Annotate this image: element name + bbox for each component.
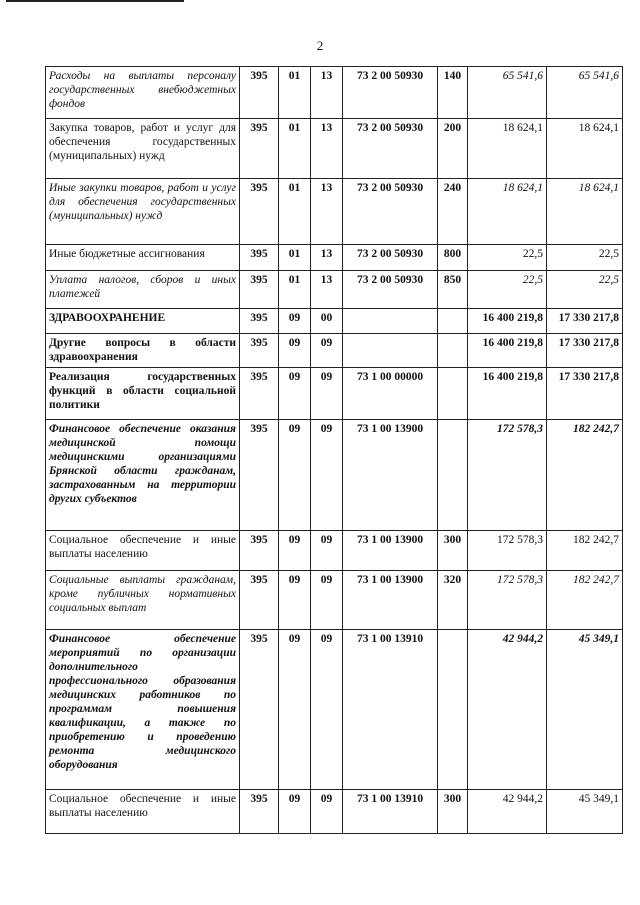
row-name-cell: Закупка товаров, работ и услуг для обеспечения государственных (муниципальных) нужд	[46, 119, 240, 179]
row-name-cell: Социальное обеспечение и иные выплаты населению	[46, 790, 240, 834]
row-subsection-code: 09	[311, 790, 343, 834]
row-target-article-code: 73 2 00 50930	[343, 67, 438, 119]
top-rule	[6, 0, 184, 2]
row-amount-year2: 45 349,1	[547, 630, 623, 790]
row-expense-type-code: 240	[438, 179, 468, 245]
row-amount-year1: 42 944,2	[468, 790, 547, 834]
row-name-cell: ЗДРАВООХРАНЕНИЕ	[46, 309, 240, 334]
row-ministry-code: 395	[240, 790, 279, 834]
table-row	[46, 368, 623, 420]
row-target-article-code	[343, 309, 438, 334]
table-row	[46, 245, 623, 271]
row-amount-year2: 45 349,1	[547, 790, 623, 834]
table-body	[46, 67, 623, 834]
row-section-code: 01	[279, 271, 311, 309]
table-row	[46, 420, 623, 531]
row-section-code: 01	[279, 245, 311, 271]
row-section-code: 01	[279, 119, 311, 179]
row-section-code: 09	[279, 420, 311, 531]
row-amount-year2: 17 330 217,8	[547, 334, 623, 368]
row-ministry-code: 395	[240, 368, 279, 420]
row-target-article-code: 73 1 00 13900	[343, 571, 438, 630]
row-amount-year1: 172 578,3	[468, 571, 547, 630]
row-amount-year1: 18 624,1	[468, 119, 547, 179]
row-target-article-code: 73 1 00 13900	[343, 531, 438, 571]
row-amount-year1: 22,5	[468, 271, 547, 309]
budget-table	[45, 66, 623, 834]
row-amount-year2: 22,5	[547, 271, 623, 309]
row-ministry-code: 395	[240, 67, 279, 119]
row-section-code: 09	[279, 531, 311, 571]
table-row	[46, 309, 623, 334]
row-amount-year2: 17 330 217,8	[547, 309, 623, 334]
row-section-code: 01	[279, 179, 311, 245]
row-expense-type-code	[438, 368, 468, 420]
row-amount-year2: 18 624,1	[547, 119, 623, 179]
row-amount-year1: 22,5	[468, 245, 547, 271]
table-row	[46, 179, 623, 245]
row-amount-year2: 182 242,7	[547, 420, 623, 531]
row-subsection-code: 09	[311, 334, 343, 368]
row-name-cell: Уплата налогов, сборов и иных платежей	[46, 271, 240, 309]
row-expense-type-code	[438, 309, 468, 334]
row-target-article-code: 73 1 00 13900	[343, 420, 438, 531]
row-subsection-code: 09	[311, 531, 343, 571]
row-amount-year1: 65 541,6	[468, 67, 547, 119]
row-name-cell: Социальные выплаты гражданам, кроме публичных нормативных социальных выплат	[46, 571, 240, 630]
table-row	[46, 531, 623, 571]
row-subsection-code: 09	[311, 630, 343, 790]
row-expense-type-code: 200	[438, 119, 468, 179]
row-amount-year1: 16 400 219,8	[468, 368, 547, 420]
row-ministry-code: 395	[240, 271, 279, 309]
row-name-cell: Реализация государственных функций в области социальной политики	[46, 368, 240, 420]
row-subsection-code: 13	[311, 179, 343, 245]
table-row	[46, 630, 623, 790]
row-expense-type-code: 300	[438, 531, 468, 571]
row-amount-year2: 22,5	[547, 245, 623, 271]
row-expense-type-code	[438, 420, 468, 531]
row-target-article-code: 73 2 00 50930	[343, 179, 438, 245]
row-amount-year2: 65 541,6	[547, 67, 623, 119]
row-target-article-code: 73 2 00 50930	[343, 245, 438, 271]
row-target-article-code: 73 1 00 13910	[343, 790, 438, 834]
row-section-code: 09	[279, 571, 311, 630]
row-section-code: 01	[279, 67, 311, 119]
table-row	[46, 67, 623, 119]
page-number: 2	[316, 38, 324, 53]
row-ministry-code: 395	[240, 334, 279, 368]
row-section-code: 09	[279, 790, 311, 834]
row-name-cell: Иные закупки товаров, работ и услуг для обеспечения государственных (муниципальных) нужд	[46, 179, 240, 245]
row-amount-year1: 42 944,2	[468, 630, 547, 790]
row-name-cell: Финансовое обеспечение мероприятий по организации дополнительного профессионального образования медицинских работников по программам повышения квалификации, а также по приобретению и проведению ремонта медицинского оборудования	[46, 630, 240, 790]
table-row	[46, 790, 623, 834]
table-row	[46, 119, 623, 179]
row-ministry-code: 395	[240, 309, 279, 334]
row-expense-type-code: 300	[438, 790, 468, 834]
row-ministry-code: 395	[240, 630, 279, 790]
row-expense-type-code: 800	[438, 245, 468, 271]
row-target-article-code: 73 2 00 50930	[343, 119, 438, 179]
row-ministry-code: 395	[240, 245, 279, 271]
row-ministry-code: 395	[240, 531, 279, 571]
row-name-cell: Социальное обеспечение и иные выплаты населению	[46, 531, 240, 571]
row-section-code: 09	[279, 334, 311, 368]
row-amount-year1: 18 624,1	[468, 179, 547, 245]
row-name-cell: Финансовое обеспечение оказания медицинской помощи медицинскими организациями Брянской области гражданам, застрахованным на территории других субъектов	[46, 420, 240, 531]
row-name-cell: Другие вопросы в области здравоохранения	[46, 334, 240, 368]
row-section-code: 09	[279, 630, 311, 790]
table-row	[46, 571, 623, 630]
row-ministry-code: 395	[240, 119, 279, 179]
row-amount-year1: 16 400 219,8	[468, 309, 547, 334]
row-target-article-code	[343, 334, 438, 368]
row-target-article-code: 73 1 00 13910	[343, 630, 438, 790]
row-section-code: 09	[279, 368, 311, 420]
row-subsection-code: 09	[311, 420, 343, 531]
row-amount-year2: 17 330 217,8	[547, 368, 623, 420]
row-amount-year1: 172 578,3	[468, 531, 547, 571]
row-amount-year2: 182 242,7	[547, 531, 623, 571]
row-name-cell: Иные бюджетные ассигнования	[46, 245, 240, 271]
row-ministry-code: 395	[240, 420, 279, 531]
row-subsection-code: 13	[311, 245, 343, 271]
row-subsection-code: 13	[311, 271, 343, 309]
row-ministry-code: 395	[240, 179, 279, 245]
row-name-cell: Расходы на выплаты персоналу государственных внебюджетных фондов	[46, 67, 240, 119]
row-subsection-code: 00	[311, 309, 343, 334]
row-expense-type-code: 140	[438, 67, 468, 119]
row-expense-type-code	[438, 630, 468, 790]
row-subsection-code: 13	[311, 119, 343, 179]
table-row	[46, 271, 623, 309]
table-row	[46, 334, 623, 368]
row-section-code: 09	[279, 309, 311, 334]
row-target-article-code: 73 1 00 00000	[343, 368, 438, 420]
row-subsection-code: 09	[311, 571, 343, 630]
row-amount-year2: 182 242,7	[547, 571, 623, 630]
row-expense-type-code	[438, 334, 468, 368]
row-subsection-code: 13	[311, 67, 343, 119]
row-expense-type-code: 850	[438, 271, 468, 309]
row-target-article-code: 73 2 00 50930	[343, 271, 438, 309]
row-ministry-code: 395	[240, 571, 279, 630]
row-subsection-code: 09	[311, 368, 343, 420]
row-amount-year1: 172 578,3	[468, 420, 547, 531]
row-amount-year1: 16 400 219,8	[468, 334, 547, 368]
row-expense-type-code: 320	[438, 571, 468, 630]
row-amount-year2: 18 624,1	[547, 179, 623, 245]
